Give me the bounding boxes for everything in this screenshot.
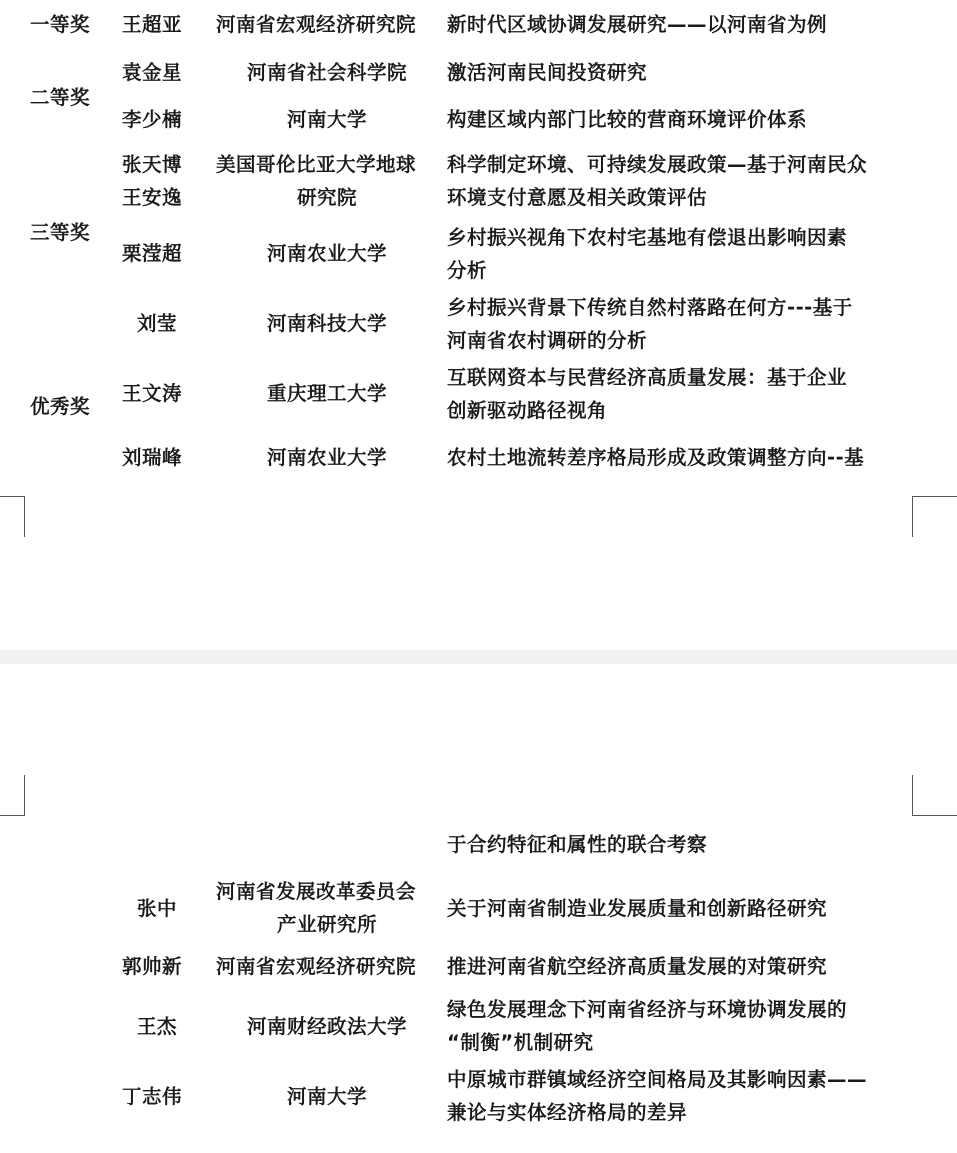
table-cell-title: 构建区域内部门比较的营商环境评价体系 (447, 108, 808, 131)
page-corner-mark (0, 775, 25, 816)
table-cell-name: 王文涛 (122, 382, 183, 405)
page-break (0, 650, 957, 664)
page-corner-mark (912, 775, 957, 816)
award-first: 一等奖 (30, 13, 91, 36)
table-cell-name: 王杰 (136, 1015, 177, 1038)
award-second: 二等奖 (30, 86, 91, 109)
table-cell-title: 乡村振兴背景下传统自然村落路在何方---基于 (447, 296, 853, 319)
table-cell-title: 中原城市群镇域经济空间格局及其影响因素—— (447, 1068, 868, 1091)
table-cell-title: 新时代区域协调发展研究——以河南省为例 (447, 13, 828, 36)
table-cell-org: 河南农业大学 (266, 446, 387, 469)
table-cell-org: 河南大学 (286, 1085, 367, 1108)
table-cell-title: 互联网资本与民营经济高质量发展：基于企业 (447, 366, 848, 389)
page-corner-mark (912, 496, 957, 537)
table-cell-title: 于合约特征和属性的联合考察 (447, 833, 708, 856)
table-cell-name: 刘瑞峰 (122, 446, 183, 469)
table-cell-title: 农村土地流转差序格局形成及政策调整方向--基 (447, 446, 865, 469)
table-cell-org: 美国哥伦比亚大学地球 (216, 153, 417, 176)
table-cell-org: 河南大学 (286, 108, 367, 131)
table-cell-title: 科学制定环境、可持续发展政策—基于河南民众 (447, 153, 868, 176)
table-cell-name: 丁志伟 (122, 1085, 183, 1108)
table-cell-name: 郭帅新 (122, 955, 183, 978)
table-cell-title: 关于河南省制造业发展质量和创新路径研究 (447, 897, 828, 920)
table-cell-name: 刘莹 (136, 312, 177, 335)
table-cell-org: 河南省发展改革委员会 (216, 880, 417, 903)
table-cell-name: 张天博 (122, 153, 183, 176)
award-third: 三等奖 (30, 221, 91, 244)
table-cell-title: 绿色发展理念下河南省经济与环境协调发展的 (447, 998, 848, 1021)
award-excellent: 优秀奖 (30, 395, 91, 418)
table-cell-name: 栗滢超 (122, 242, 183, 265)
table-cell-name: 张中 (136, 897, 177, 920)
table-cell-name: 王安逸 (122, 186, 183, 209)
table-cell-title: 分析 (447, 259, 488, 282)
table-cell-title: 河南省农村调研的分析 (447, 329, 648, 352)
table-cell-org: 河南财经政法大学 (246, 1015, 407, 1038)
table-cell-org: 河南省宏观经济研究院 (216, 13, 417, 36)
table-cell-org: 河南科技大学 (266, 312, 387, 335)
table-cell-org: 河南农业大学 (266, 242, 387, 265)
table-cell-org: 河南省宏观经济研究院 (216, 955, 417, 978)
table-cell-title: 激活河南民间投资研究 (447, 61, 648, 84)
table-cell-name: 袁金星 (122, 61, 183, 84)
table-cell-org: 河南省社会科学院 (246, 61, 407, 84)
table-cell-title: 推进河南省航空经济高质量发展的对策研究 (447, 955, 828, 978)
table-cell-name: 李少楠 (122, 108, 183, 131)
table-cell-title: 乡村振兴视角下农村宅基地有偿退出影响因素 (447, 226, 848, 249)
table-cell-name: 王超亚 (122, 13, 183, 36)
table-cell-title: 环境支付意愿及相关政策评估 (447, 186, 708, 209)
table-cell-org: 产业研究所 (276, 913, 377, 936)
table-cell-title: 创新驱动路径视角 (447, 399, 608, 422)
page-corner-mark (0, 496, 25, 537)
table-cell-org: 重庆理工大学 (266, 382, 387, 405)
table-cell-title: 兼论与实体经济格局的差异 (447, 1101, 688, 1124)
table-cell-org: 研究院 (296, 186, 357, 209)
table-cell-title: “制衡”机制研究 (447, 1031, 594, 1054)
